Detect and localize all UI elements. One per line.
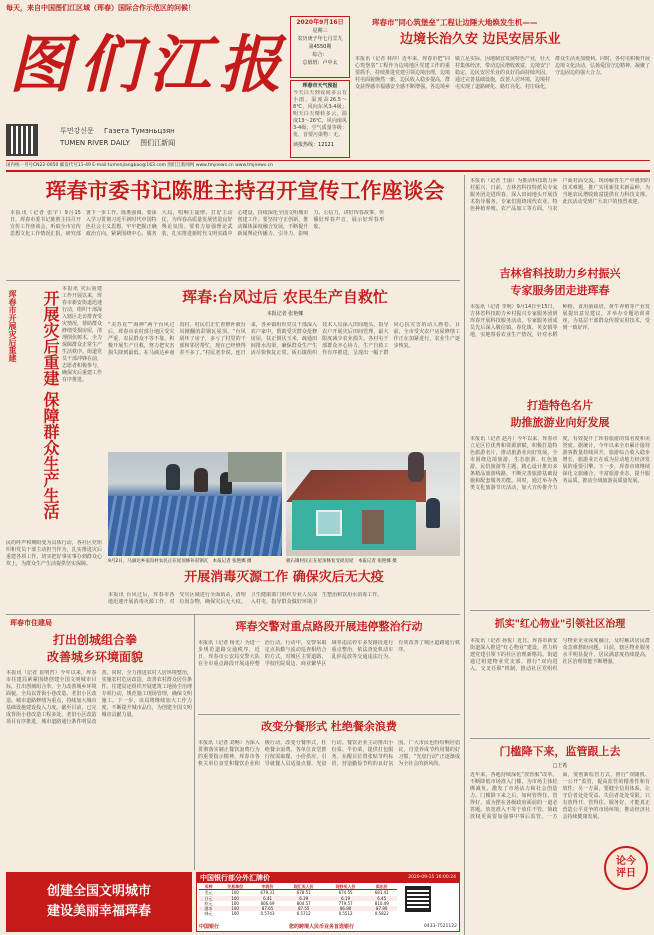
bottom-banner: [6, 872, 192, 932]
table-cell: 0.5822: [374, 911, 389, 917]
table-cell: 87.65: [252, 906, 282, 911]
bank-name: 中国银行: [199, 924, 220, 930]
masthead-char-2: 们: [78, 28, 141, 101]
issue-lunar: 农历庚子年七月廿九: [297, 36, 343, 42]
dateline-box: [290, 16, 350, 78]
typhoon-reporter: 本报记者 张艳娜: [266, 311, 304, 317]
photo-caption-2: [286, 558, 460, 566]
masthead-char-4: 报: [218, 28, 281, 101]
tourism-headline-1: 打造特色名片: [527, 399, 593, 412]
property-headline: 抓实"红心物业"引领社区治理: [494, 619, 626, 630]
bank-ad: [196, 872, 460, 932]
construction-headline-1: 打出创城组合拳: [52, 633, 137, 647]
table-cell: 0.5512: [338, 911, 353, 917]
top-right-headline: 边境长治久安 边民安居乐业: [400, 32, 561, 47]
masthead-char-1: 图: [8, 28, 71, 101]
table-cell: 804.57: [296, 900, 311, 906]
science-headline-2: 专家服务团走进珲春: [510, 284, 610, 297]
table-cell: 6.45: [367, 896, 398, 901]
table-cell: 100: [218, 896, 252, 901]
table-header-cell: 交易单位: [218, 884, 252, 890]
traffic-body: 本报讯（记者 杨光）为进一步规范道路交通秩序，近日，珲春市公安局交警大队在全市重点路段开展违停整治行动。行动中，交警采取定点执勤与流动巡查相结合的方式，对城区主要道路、学校医院周边、商业繁华区域等违法停车多发路段进行重点整治，依法查处机动车乱停乱放等交通违法行为，有效改善了城区道路通行秩序。: [198, 640, 460, 667]
table-cell: 100: [218, 906, 252, 911]
top-right-kicker: 珲春市"同心筑堡垒"工程让边陲大地焕发生机——: [372, 18, 538, 27]
info-bar: 国内统一刊号CN22-0050 邮发代号11-49 E-mail:tumenjiangbao@163.com 图们江新闻网 www.tmjnews.cn www.tmjnews.cn: [6, 163, 273, 168]
table-header-cell: 中间价: [252, 884, 282, 890]
masthead: [6, 30, 286, 110]
table-cell: 100: [231, 911, 239, 917]
right-column-body-1: 本报讯（记者 王丽）为推动科技助力乡村振兴，日前，吉林省科技特派员专家服务团走进珲春，深入田间地头开展技术指导服务。专家们围绕现代农业、特色种植养殖、农产品加工等方面，与农户面对面交流，现场解答生产中遇到的技术难题，推广实用新技术新品种，为当地农民增收致富提供有力科技支撑。此次活动受到广大农户的热烈欢迎。: [470, 178, 650, 212]
issue-editor: 总值班：卢中太: [302, 60, 338, 66]
tourism-body: 本报讯（记者 赵丹）今年以来，珲春市立足区位优势和资源禀赋，积极打造特色旅游名片，推动旅游业向好发展。全市围绕边境旅游、生态旅游、红色旅游、民俗旅游等主题，精心设计推出多条精品旅游线路，不断完善旅游基础设施和配套服务功能。同时，通过举办各类文化旅游节庆活动，加大宣传推介力度，有效提升了珲春旅游的知名度和美誉度。据统计，今年以来全市累计接待游客数量持续回升，旅游综合收入稳步增长，旅游业正在成为拉动地方经济发展的重要引擎。下一步，珲春市将继续深化文旅融合，丰富旅游业态，提升服务品质，推动全域旅游高质量发展。: [470, 436, 650, 491]
construction-kicker: 珲春市住建局: [10, 619, 52, 627]
table-header-cell: 现汇买入价: [283, 884, 325, 890]
masthead-char-3: 江: [148, 28, 211, 101]
table-cell: 87.90: [367, 906, 398, 911]
traffic-headline: 珲春交警对重点路段开展违停整治行动: [235, 620, 423, 633]
table-cell: 679.31: [260, 890, 275, 896]
hotline-number: 12121: [318, 142, 334, 148]
column-name: 论今评日: [616, 856, 636, 879]
caption-1-credit: 本报记者 张艳娜 摄: [212, 559, 252, 564]
table-header-cell: 币种: [199, 884, 218, 890]
typhoon-body: “美苏克”“海神”两个台风过后，珲春市农村部分地区受灾严重，农民群众不等不靠，积极开展生产自救，努力把灾害损失降到最低。在马滴达乡南沟村，村民们正忙着修补被台风掀翻的彩钢瓦屋顶。“台风刮坏了房子，多亏了村里的干部和邻居帮忙，现在已经修得差不多了。”村民老李说。连日来，各乡镇组织党员干部深入农户家中，帮助受灾群众抢修房屋，扶正倒伏玉米，疏通田间排水沟渠，确保群众生产生活尽快恢复正常。板石镇组织技术人员深入田间地头，指导农户开展灾后田间管理，最大限度减少农业损失。各村屯干部群众齐心协力，生产自救工作有序推进，呈现出一幅干群同心抗灾害的动人画卷。目前，全市受灾农户房屋修缮工作正在加紧进行，农业生产逐步恢复。: [108, 322, 460, 356]
masthead-subtitles: [60, 126, 290, 136]
property-body: 本报讯（记者 孙悦）近日，珲春市新安街道深入推进“红心物业”建设，着力构建党建引领下的社区治理新格局。街道通过组建物业党支部、推行“双向进入、交叉任职”机制，推动社区党组织与物业企业深度融合，及时解决居民群众急难愁盼问题。目前，辖区物业服务水平明显提升，居民满意度持续提高，社区治理效能不断增强。: [470, 638, 650, 672]
table-cell: 港币: [199, 906, 218, 911]
bank-phone: 0433-7521122: [423, 924, 457, 929]
table-cell: 810.49: [374, 900, 389, 906]
left-vertical-headline: 开展灾后重建 保障群众生产生活: [41, 290, 60, 520]
caption-2-text: 板石镇村民正在屋顶修复受损房屋: [286, 559, 354, 564]
construction-headline-2: 改善城乡环境面貌: [46, 650, 143, 664]
bank-slogan: 您的跨境人民币业务首选银行: [288, 924, 354, 930]
banner-line-2: 建设美丽幸福珲春: [46, 904, 151, 919]
left-vertical-body: 本报讯 灾后重建工作开展以来，珲春市新安街道迅速行动，组织干部深入辖区走访排查受灾情况，帮助群众修缮受损房屋，清理倒伏树木，全力保障群众正常生产生活秩序。街道党员干部冲锋在前，志愿者积极参与，确保灾后重建工作有序推进。: [62, 286, 102, 383]
table-cell: 6.19: [325, 896, 367, 901]
disinfection-headline: 开展消毒灭源工作 确保灾后无大疫: [184, 570, 384, 585]
masthead-chinese-sub: 图们江新闻: [140, 139, 176, 147]
photo-roof-repair: [108, 452, 282, 556]
left-vertical-kicker: 珲春市开展灾后重建: [8, 290, 18, 362]
top-right-body: 本报讯（记者 林冲）近年来，珲春市把“同心筑堡垒”工程作为边境地区党建工作的重要抓手，持续推进党建引领边境治理，边境村屯面貌焕然一新，边民收入稳步提高，群众获得感幸福感安全感不断增强。各边境乡镇立足实际，因地制宜发展特色产业，壮大村集体经济，带动边民增收致富，边境安宁稳定、边民安居乐业的良好局面持续巩固。通过完善基础设施，改善人居环境，边境村屯实现了道路硬化、路灯亮化、村庄绿化，群众生活更加便利。同时，各村屯积极开展边境文化活动，弘扬爱国守边精神，凝聚了守边固边的强大合力。: [355, 56, 650, 90]
science-headline-1: 吉林省科技助力乡村振兴: [499, 267, 621, 280]
table-cell: 欧元: [204, 900, 213, 906]
left-bottom-body: 民的呼声和期盼变为具体行动，各社区党组织和党员干部主动担当作为，扎实推进灾后重建各项工作，切实把好事实事办到群众心坎上，为群众生产生活提供坚实保障。: [6, 540, 102, 567]
table-header-cell: 现钞买入价: [325, 884, 367, 890]
exchange-rate-table: [199, 884, 397, 917]
masthead-english: TUMEN RIVER DAILY: [60, 139, 130, 147]
table-cell: 6.39: [283, 896, 325, 901]
table-cell: 0.5743: [260, 911, 275, 917]
masthead-korean: 투먼강신문: [60, 127, 94, 135]
weather-text: 今天白天到夜间多云有小雨，温度高26.5～8℃，风向东风3-4级；明天白天晴转多云，温度13～26℃，风向南风3-4级；空气质量等级：优，首要污染物：无。: [293, 90, 347, 138]
issue-date: 2020年9月16日: [296, 19, 344, 26]
table-cell: 韩元: [204, 911, 213, 917]
weather-title: 珲春市天气预报: [302, 83, 338, 89]
top-slogan: 每天，来自中国图们江区域（珲春）国际合作示范区的问候！: [6, 4, 195, 12]
table-cell: 100: [231, 890, 239, 896]
issue-type: 综合：: [312, 52, 328, 58]
disinfection-body: 本报讯 台风过后，珲春市各地迅速开展消毒灭源工作，对受灾区域进行全面消杀，清理垃圾杂物，确保灾后无大疫。卫生健康部门组织专业人员深入村屯，指导群众做好环境卫生整治和饮用水消毒工作。: [108, 592, 383, 605]
tourism-headline-2: 助推旅游业向好发展: [510, 416, 610, 429]
table-header-cell: 卖出价: [367, 884, 398, 890]
main-headline: 珲春市委书记陈胜主持召开宣传工作座谈会: [45, 178, 445, 203]
table-cell: 6.41: [252, 896, 282, 901]
issue-weekday: 星期三: [312, 28, 328, 34]
dining-headline: 改变分餐形式 杜绝餐余浪费: [261, 720, 397, 733]
bank-qr-icon: [405, 886, 431, 912]
qr-code-icon: [6, 124, 38, 156]
dining-body: 本报讯（记者 刘畅）为深入贯彻落实制止餐饮浪费行为的重要指示精神，珲春市各机关单位食堂和餐饮企业积极行动，改变分餐形式，杜绝餐余浪费。各单位食堂推行按需取餐、小份供应，引导就餐人员适量点餐、光盘行动。餐饮企业主动推出小份菜、半份菜，提供打包服务，在醒目位置张贴节约标语，营造勤俭节约的良好氛围。广大市民也纷纷响应倡议，自觉养成节约用餐的好习惯，“光盘行动”正逐渐成为全社会的新风尚。: [198, 740, 460, 767]
banner-line-1: 创建全国文明城市: [46, 884, 151, 899]
table-cell: 日元: [199, 896, 218, 901]
issue-number: 第4550期: [308, 44, 332, 50]
table-cell: 86.80: [325, 906, 367, 911]
table-row: [199, 911, 397, 916]
typhoon-headline: 珲春:台风过后 农民生产自救忙: [182, 288, 388, 306]
masthead-russian: Газета Тумэньцзян: [104, 127, 175, 135]
table-cell: 779.57: [338, 900, 353, 906]
table-cell: 678.51: [296, 890, 311, 896]
hotline-label: 读报热线：: [293, 142, 319, 148]
table-cell: 美元: [204, 890, 213, 896]
bank-ad-title: 中国银行部分外汇牌价: [200, 874, 270, 882]
main-article-body: 本报讯（记者 张宇）9月15日，珲春市委书记陈胜主持召开宣传工作座谈会，听取全市宣传思想文化工作情况汇报，研究部署下一步工作。陈胜强调，要深入学习贯彻习近平新时代中国特色社会主义思想，牢牢把握正确政治方向，紧紧围绕中心、服务大局，唱响主旋律、打好主动仗，为珲春高质量发展营造良好舆论氛围。要着力加强理论武装，扎实推进新时代文明实践中心建设，持续深化全国文明城市创建工作。要坚持守正创新，推动媒体深度融合发展，不断提升新闻舆论传播力、引导力、影响力、公信力，讲好珲春故事，传播好珲春声音，展示好珲春形象。: [10, 210, 385, 237]
table-cell: 806.69: [260, 900, 275, 906]
threshold-body: 近年来，各地持续深化“放管服”改革，不断降低市场准入门槛，为市场主体松绑减负，激发了市场活力和社会创造力。门槛降下来之后，如何管得住、管得好，成为摆在各级政府面前的一道必答题。放宽准入不等于放任不管，简政放权更需要加强事中事后监管。一方面，要创新监管方式，推行“双随机、一公开”监管，提高监管的精准性和有效性；另一方面，要健全信用体系，让守信者处处受益、失信者处处受限。只有放得开、管得住、服务好，才能真正营造公平竞争的市场环境，推动经济社会持续健康发展。: [470, 772, 650, 820]
table-cell: 681.41: [374, 890, 389, 896]
photo-caption-1: [108, 558, 282, 566]
bank-ad-date: 2020-09-15 16:00:24: [408, 875, 456, 880]
table-cell: 0.5712: [296, 911, 311, 917]
table-cell: 87.55: [283, 906, 325, 911]
caption-1-text: 9月2日，马滴达乡南沟村农民正在屋顶修补彩钢瓦: [108, 559, 209, 564]
construction-body: 本报讯（记者 崔明哲）今年以来，珲春市住建局紧紧围绕创建全国文明城市目标，打出创城组合拳，全力改善城乡环境面貌。全局以背街小巷改造、老旧小区改造、城市道路修缮为重点，持续加大城市基础设施建设投入力度。截至目前，已完成背街小巷改造工程多处，老旧小区改造项目有序推进，城市道路通行条件明显改善。同时，全力推进农村人居环境整治，实施农村危房改造，改善农村群众居住条件。住建局还组织开展建筑工地扬尘治理专项行动，规范施工现场管理，确保文明施工。下一步，该局将继续加大工作力度，不断提升城市品位，为创建全国文明城市贡献力量。: [6, 670, 192, 725]
threshold-headline: 门槛降下来，监管跟上去: [499, 745, 621, 758]
masthead-subtitles-2: [60, 138, 290, 148]
weather-box: [290, 80, 350, 158]
table-cell: 674.55: [338, 890, 353, 896]
table-cell: 100: [231, 900, 239, 906]
science-body: 本报讯（记者 李明）9月14日至15日，吉林省科技助力乡村振兴专家服务团到珲春开展科技服务活动。专家服务团成员先后深入敬信镇、春化镇、英安镇等地，实地察看农业生产情况，针对水稻种植、食用菌栽培、黄牛养殖等产业发展提出意见建议，并举办专题培训讲座，为基层干部群众传授实用技术，受到一致好评。: [470, 304, 650, 338]
photo-house-repair: [286, 452, 460, 556]
threshold-author: □王希: [552, 763, 568, 769]
column-badge: [604, 846, 648, 890]
caption-2-credit: 本报记者 张艳娜 摄: [357, 559, 397, 564]
